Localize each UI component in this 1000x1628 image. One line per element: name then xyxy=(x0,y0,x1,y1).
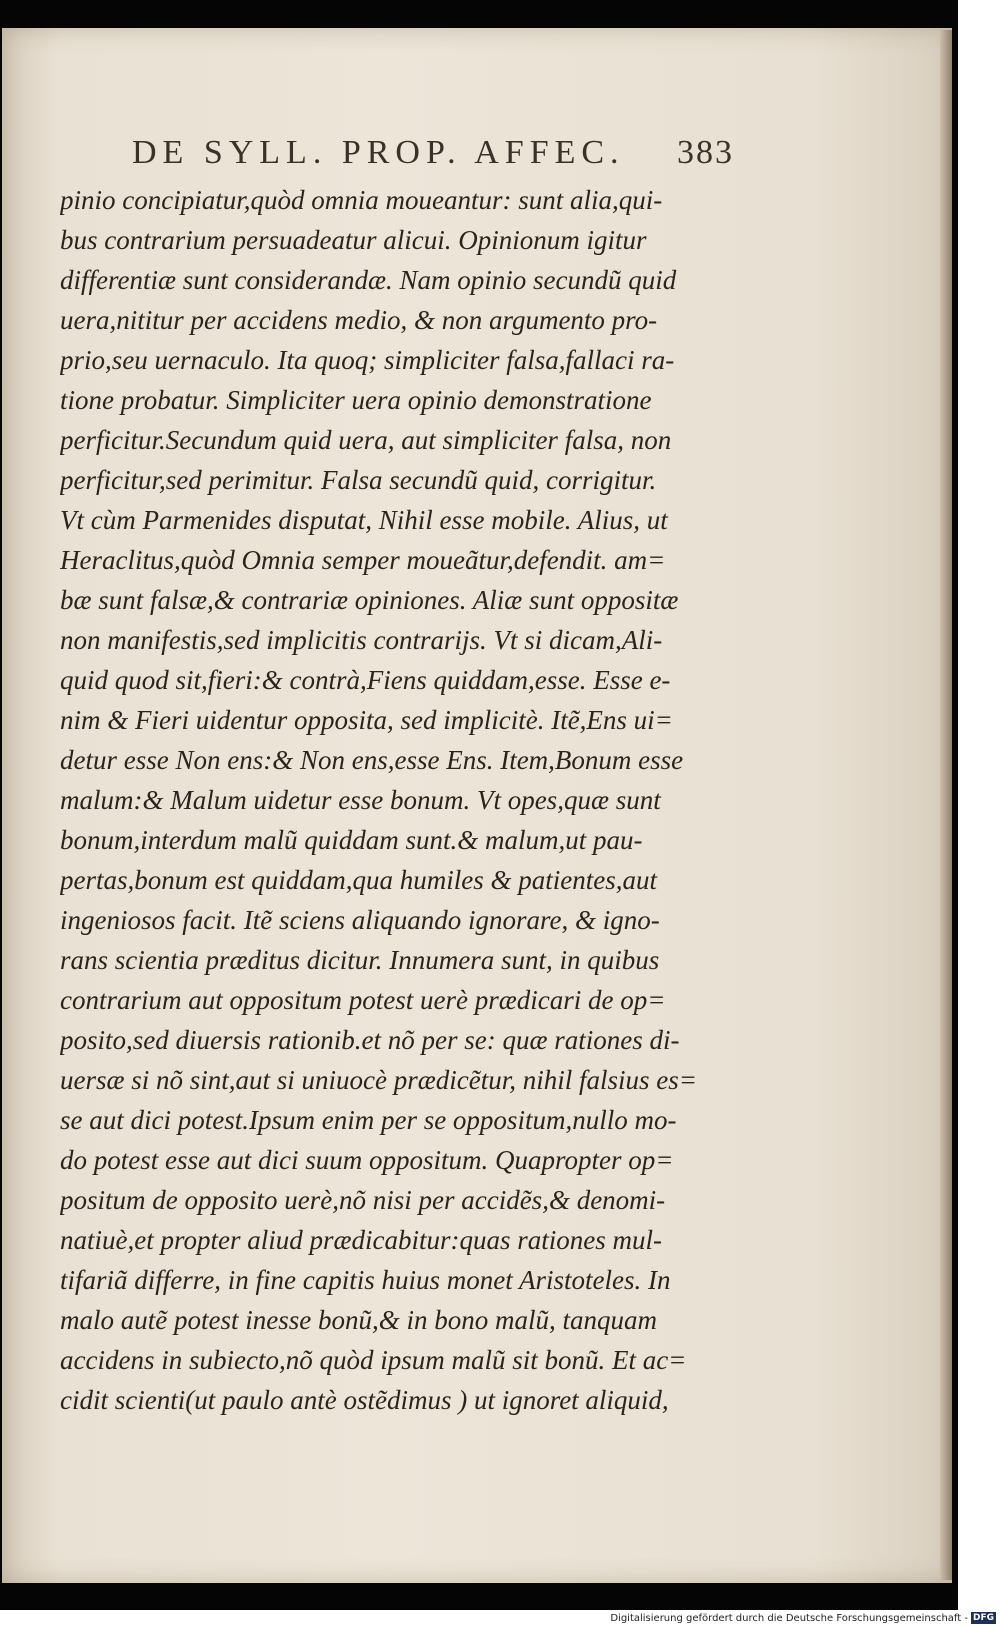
text-line: malo autẽ potest inesse bonũ,& in bono malũ, tanquam xyxy=(60,1305,657,1335)
text-line: accidens in subiecto,nõ quòd ipsum malũ sit bonũ. Et ac= xyxy=(60,1345,687,1375)
text-line: bæ sunt falsæ,& contrariæ opiniones. Aliæ sunt oppositæ xyxy=(60,585,679,615)
digitization-credit xyxy=(592,1611,996,1626)
text-line: prio,seu uernaculo. Ita quoq; simpliciter falsa,fallaci ra- xyxy=(60,345,675,375)
credit-text: Digitalisierung gefördert durch die Deutsche Forschungsgemeinschaft - xyxy=(610,1613,968,1624)
text-line: uera,nititur per accidens medio, & non argumento pro- xyxy=(60,305,658,335)
text-line: tifariã differre, in fine capitis huius monet Aristoteles. In xyxy=(60,1265,671,1295)
text-line: non manifestis,sed implicitis contrarijs. Vt si dicam,Ali- xyxy=(60,625,663,655)
text-line: pertas,bonum est quiddam,qua humiles & patientes,aut xyxy=(60,865,657,895)
text-line: contrarium aut oppositum potest uerè prædicari de op= xyxy=(60,985,666,1015)
text-line: differentiæ sunt considerandæ. Nam opinio secundũ quid xyxy=(60,265,677,295)
running-head-title: DE SYLL. PROP. AFFEC. xyxy=(132,134,625,171)
text-line: bus contrarium persuadeatur alicui. Opinionum igitur xyxy=(60,225,647,255)
text-line: ingeniosos facit. Itẽ sciens aliquando ignorare, & igno- xyxy=(60,905,660,935)
text-line: nim & Fieri uidentur opposita, sed implicitè. Itẽ,Ens ui= xyxy=(60,705,673,735)
text-line: rans scientia præditus dicitur. Innumera sunt, in quibus xyxy=(60,945,660,975)
page-number: 383 xyxy=(677,134,734,171)
text-line: natiuè,et propter aliud prædicabitur:quas rationes mul- xyxy=(60,1225,662,1255)
page-edge xyxy=(940,30,952,1580)
text-line: posito,sed diuersis rationib.et nõ per se: quæ rationes di- xyxy=(60,1025,680,1055)
text-line: Vt cùm Parmenides disputat, Nihil esse mobile. Alius, ut xyxy=(60,505,668,535)
running-head xyxy=(132,134,772,172)
text-line: bonum,interdum malũ quiddam sunt.& malum,ut pau- xyxy=(60,825,643,855)
text-line: se aut dici potest.Ipsum enim per se oppositum,nullo mo- xyxy=(60,1105,677,1135)
text-line: perficitur.Secundum quid uera, aut simpliciter falsa, non xyxy=(60,425,672,455)
text-line: positum de opposito uerè,nõ nisi per accidẽs,& denomi- xyxy=(60,1185,666,1215)
text-line: perficitur,sed perimitur. Falsa secundũ quid, corrigitur. xyxy=(60,465,657,495)
text-line: malum:& Malum uidetur esse bonum. Vt opes,quæ sunt xyxy=(60,785,661,815)
body-text xyxy=(60,180,780,1420)
text-line: cidit scienti(ut paulo antè ostẽdimus ) ut ignoret aliquid, xyxy=(60,1385,669,1415)
text-line: pinio concipiatur,quòd omnia moueantur: sunt alia,qui- xyxy=(60,185,663,215)
text-line: uersæ si nõ sint,aut si uniuocè prædicẽtur, nihil falsius es= xyxy=(60,1065,697,1095)
text-line: Heraclitus,quòd Omnia semper moueãtur,defendit. am= xyxy=(60,545,666,575)
text-line: detur esse Non ens:& Non ens,esse Ens. Item,Bonum esse xyxy=(60,745,684,775)
text-line: quid quod sit,fieri:& contrà,Fiens quiddam,esse. Esse e- xyxy=(60,665,671,695)
dfg-logo: DFG xyxy=(972,1613,994,1623)
text-line: tione probatur. Simpliciter uera opinio demonstratione xyxy=(60,385,652,415)
text-line: do potest esse aut dici suum oppositum. Quapropter op= xyxy=(60,1145,674,1175)
